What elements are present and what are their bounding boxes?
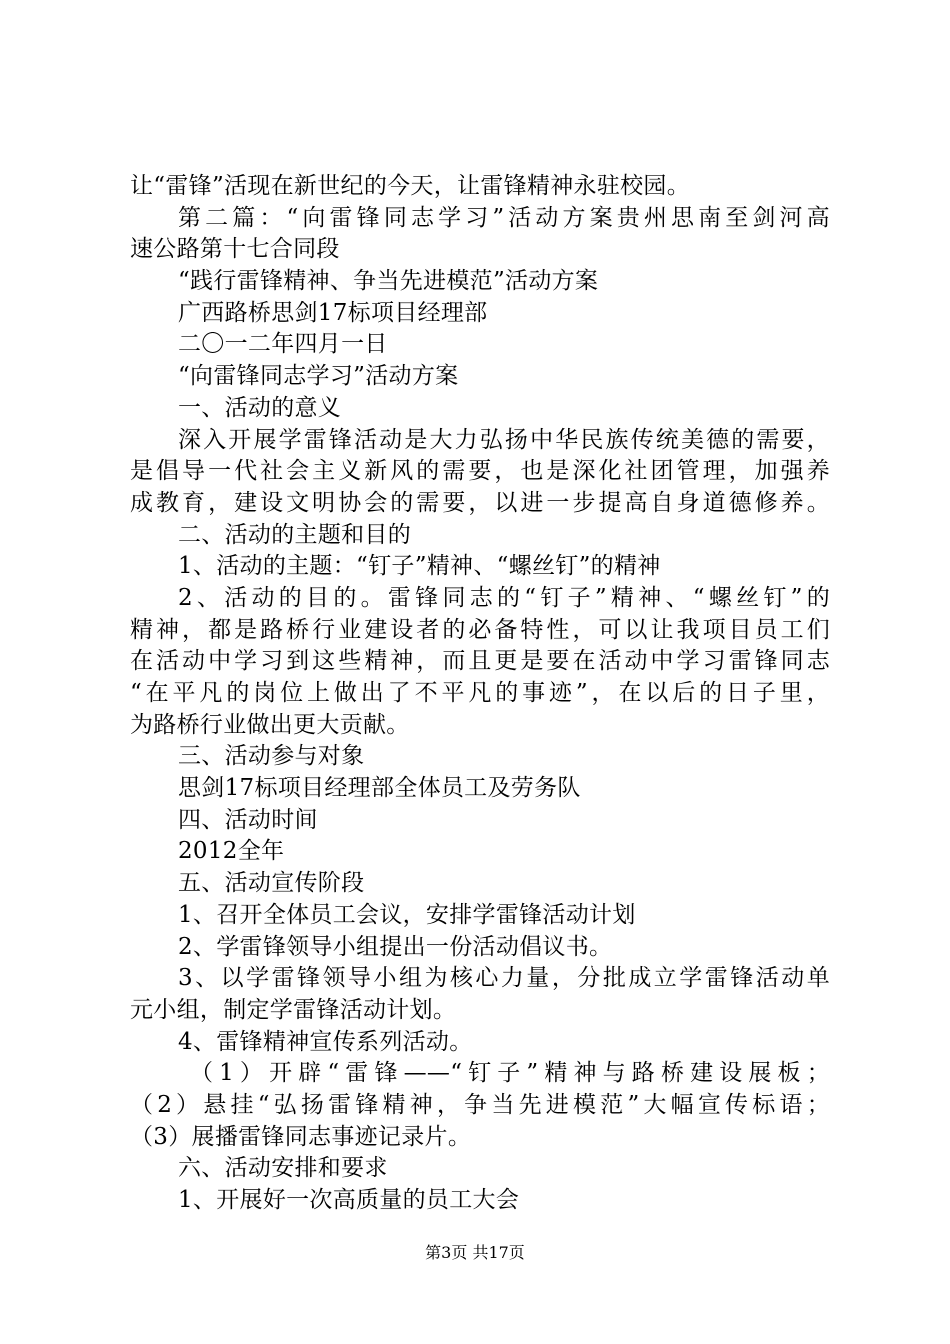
text-line: 是倡导一代社会主义新风的需要，也是深化社团管理，加强养 [130, 458, 830, 485]
text-line: 2、学雷锋领导小组提出一份活动倡议书。 [178, 933, 613, 960]
text-line: （1）开辟“雷锋——“钉子”精神与路桥建设展板； [190, 1060, 830, 1087]
text-line: 二〇一二年四月一日 [178, 331, 388, 358]
text-line: 五、活动宣传阶段 [178, 870, 365, 897]
text-line: 精神，都是路桥行业建设者的必备特性，可以让我项目员工们 [130, 616, 830, 643]
page-footer: 第3页 共17页 [425, 1243, 525, 1262]
text-line: 1、开展好一次高质量的员工大会 [178, 1187, 520, 1213]
text-line: 广西路桥思剑17标项目经理部 [178, 299, 488, 326]
text-line: 一、活动的意义 [178, 394, 342, 421]
text-line: 在活动中学习到这些精神，而且更是要在活动中学习雷锋同志 [130, 648, 830, 675]
text-line: （2）悬挂“弘扬雷锋精神，争当先进模范”大幅宣传标语； [130, 1091, 830, 1118]
text-line: 3、以学雷锋领导小组为核心力量，分批成立学雷锋活动单 [178, 965, 830, 992]
text-line: 速公路第十七合同段 [130, 236, 340, 263]
text-line: 2012全年 [178, 838, 285, 865]
text-line: 三、活动参与对象 [178, 743, 365, 770]
text-line: “在平凡的岗位上做出了不平凡的事迹”，在以后的日子里， [130, 680, 830, 706]
text-line: 1、活动的主题：“钉子”精神、“螺丝钉”的精神 [178, 553, 661, 580]
text-line: 深入开展学雷锋活动是大力弘扬中华民族传统美德的需要， [178, 426, 830, 453]
document-body [130, 171, 830, 1217]
text-line: “践行雷锋精神、争当先进模范”活动方案 [178, 268, 599, 295]
text-line: 第二篇：“向雷锋同志学习”活动方案贵州思南至剑河高 [178, 204, 830, 231]
text-line: 让“雷锋”活现在新世纪的今天，让雷锋精神永驻校园。 [130, 173, 691, 199]
text-line: 1、召开全体员工会议，安排学雷锋活动计划 [178, 901, 636, 928]
text-line: （3）展播雷锋同志事迹记录片。 [130, 1123, 472, 1150]
text-line: 2、活动的目的。雷锋同志的“钉子”精神、“螺丝钉”的 [178, 584, 830, 611]
text-line: 为路桥行业做出更大贡献。 [130, 711, 410, 738]
text-line: 思剑17标项目经理部全体员工及劳务队 [178, 775, 581, 802]
text-line: 元小组，制定学雷锋活动计划。 [130, 996, 457, 1023]
text-line: 四、活动时间 [178, 806, 318, 833]
text-line: 六、活动安排和要求 [178, 1155, 388, 1182]
text-line: 成教育，建设文明协会的需要，以进一步提高自身道德修养。 [130, 489, 830, 516]
text-line: 4、雷锋精神宣传系列活动。 [178, 1028, 473, 1055]
text-line: “向雷锋同志学习”活动方案 [178, 363, 459, 390]
text-line: 二、活动的主题和目的 [178, 521, 411, 548]
